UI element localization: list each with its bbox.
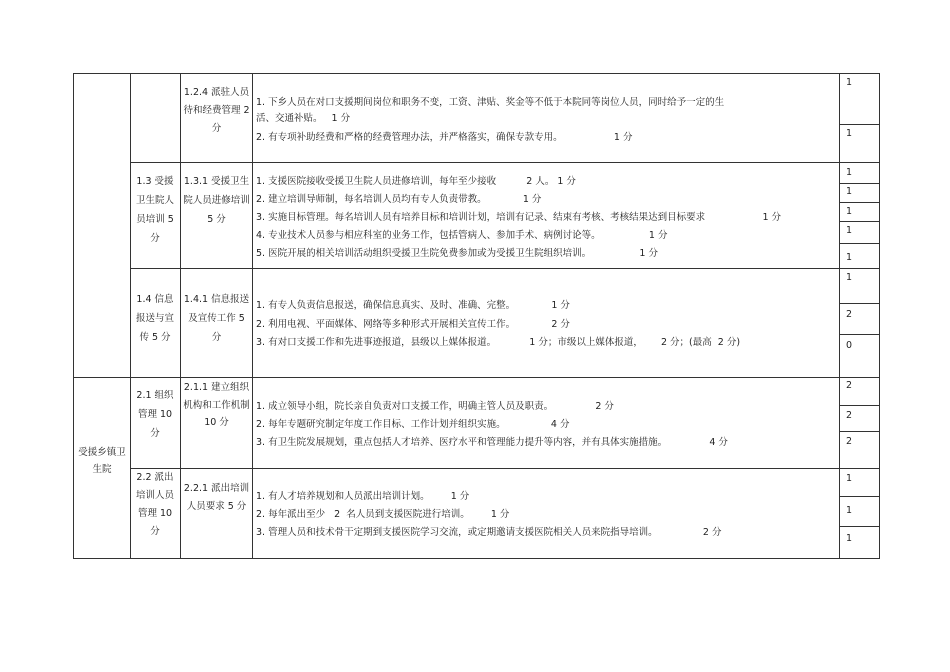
score-value: 2 [846, 380, 853, 391]
criterion-line: 2. 有专项补助经费和严格的经费管理办法，并严格落实，确保专款专用。 1 分 [256, 132, 633, 143]
score-line [839, 303, 880, 304]
score-line [839, 431, 880, 432]
sub-category: 1.4 信息报送与宣传 5 分 [135, 294, 174, 343]
criterion-line: 4. 专业技术人员参与相应科室的业务工作，包括管病人、参加手术、病例讨论等。 1 分 [256, 230, 668, 241]
score-line [839, 221, 880, 222]
row-line-a [130, 162, 880, 163]
score-value: 0 [846, 340, 853, 351]
table-border-top [73, 73, 880, 74]
row-line-d [130, 468, 880, 469]
criterion-line: 5. 医院开展的相关培训活动组织受援卫生院免费参加或为受援卫生院组织培训。 1 分 [256, 248, 658, 259]
score-line [839, 405, 880, 406]
criterion-line: 3. 有对口支援工作和先进事迹报道，县级以上媒体报道。 1 分；市级以上媒体报道， 2 分；(最高 2 分) [256, 337, 741, 348]
score-value: 1 [846, 505, 853, 516]
score-value: 1 [846, 128, 853, 139]
criterion-line: 3. 有卫生院发展规划，重点包括人才培养、医疗水平和管理能力提升等内容，并有具体实施措施。 4 分 [256, 437, 728, 448]
criterion-line: 2. 利用电视、平面媒体、网络等多种形式开展相关宣传工作。 2 分 [256, 319, 570, 330]
criterion-line: 1. 支援医院接收受援卫生院人员进修培训，每年至少接收 2 人。 1 分 [256, 176, 576, 187]
row-line-b [130, 268, 880, 269]
criterion-line: 3. 实施目标管理。每名培训人员有培养目标和培训计划，培训有记录、结束有考核、考核结果达到目标要求 1 分 [256, 212, 782, 223]
score-value: 2 [846, 410, 853, 421]
indicator: 2.1.1 建立组织机构和工作机制 10 分 [183, 382, 250, 428]
criterion-line: 1. 下乡人员在对口支援期间岗位和职务不变，工资、津贴、奖金等不低于本院同等岗位人员，同时给予一定的生 [256, 97, 725, 108]
score-value: 1 [846, 533, 853, 544]
score-value: 1 [846, 252, 853, 263]
criterion-line: 2. 建立培训导师制，每名培训人员均有专人负责带教。 1 分 [256, 194, 542, 205]
row-line-c [73, 377, 880, 378]
score-line [839, 334, 880, 335]
table-border-bottom [73, 558, 880, 559]
indicator: 2.2.1 派出培训人员要求 5 分 [183, 483, 250, 512]
score-value: 1 [846, 206, 853, 217]
indicator: 1.2.4 派驻人员待和经费管理 2 分 [183, 87, 250, 134]
criterion-line: 1. 有专人负责信息报送，确保信息真实、及时、准确、完整。 1 分 [256, 300, 570, 311]
score-value: 1 [846, 167, 853, 178]
criterion-line: 2. 每年专题研究制定年度工作目标、工作计划并组织实施。 4 分 [256, 419, 570, 430]
score-value: 1 [846, 272, 853, 283]
score-line [839, 243, 880, 244]
score-value: 1 [846, 225, 853, 236]
criterion-line: 3. 管理人员和技术骨干定期到支援医院学习交流，或定期邀请支援医院相关人员来院指导培训。 2 分 [256, 527, 722, 538]
col-line-1 [130, 73, 131, 559]
table-border-right [879, 73, 880, 559]
sub-category: 1.3 受援卫生院人员培训 5 分 [135, 176, 174, 244]
sub-category: 2.1 组织管理 10 分 [136, 390, 174, 439]
score-line [839, 183, 880, 184]
col-line-4 [839, 73, 840, 559]
score-value: 1 [846, 473, 853, 484]
col-line-2 [180, 73, 181, 559]
table-border-left [73, 73, 74, 559]
criterion-line: 活、交通补贴。 1 分 [256, 113, 351, 124]
score-value: 2 [846, 436, 853, 447]
indicator: 1.4.1 信息报送及宣传工作 5 分 [183, 294, 250, 343]
criterion-line: 1. 成立领导小组，院长亲自负责对口支援工作，明确主管人员及职责。 2 分 [256, 401, 614, 412]
category-label: 受援乡镇卫生院 [78, 447, 126, 475]
criterion-line: 1. 有人才培养规划和人员派出培训计划。 1 分 [256, 491, 470, 502]
col-line-3 [252, 73, 253, 559]
criterion-line: 2. 每年派出至少 2 名人员到支援医院进行培训。 1 分 [256, 509, 510, 520]
score-line [839, 202, 880, 203]
score-line [839, 496, 880, 497]
score-line [839, 526, 880, 527]
sub-category: 2.2 派出培训人员管理 10 分 [135, 472, 174, 537]
score-value: 1 [846, 77, 853, 88]
score-value: 1 [846, 186, 853, 197]
score-value: 2 [846, 309, 853, 320]
score-line [839, 124, 880, 125]
indicator: 1.3.1 受援卫生院人员进修培训 5 分 [183, 176, 250, 225]
